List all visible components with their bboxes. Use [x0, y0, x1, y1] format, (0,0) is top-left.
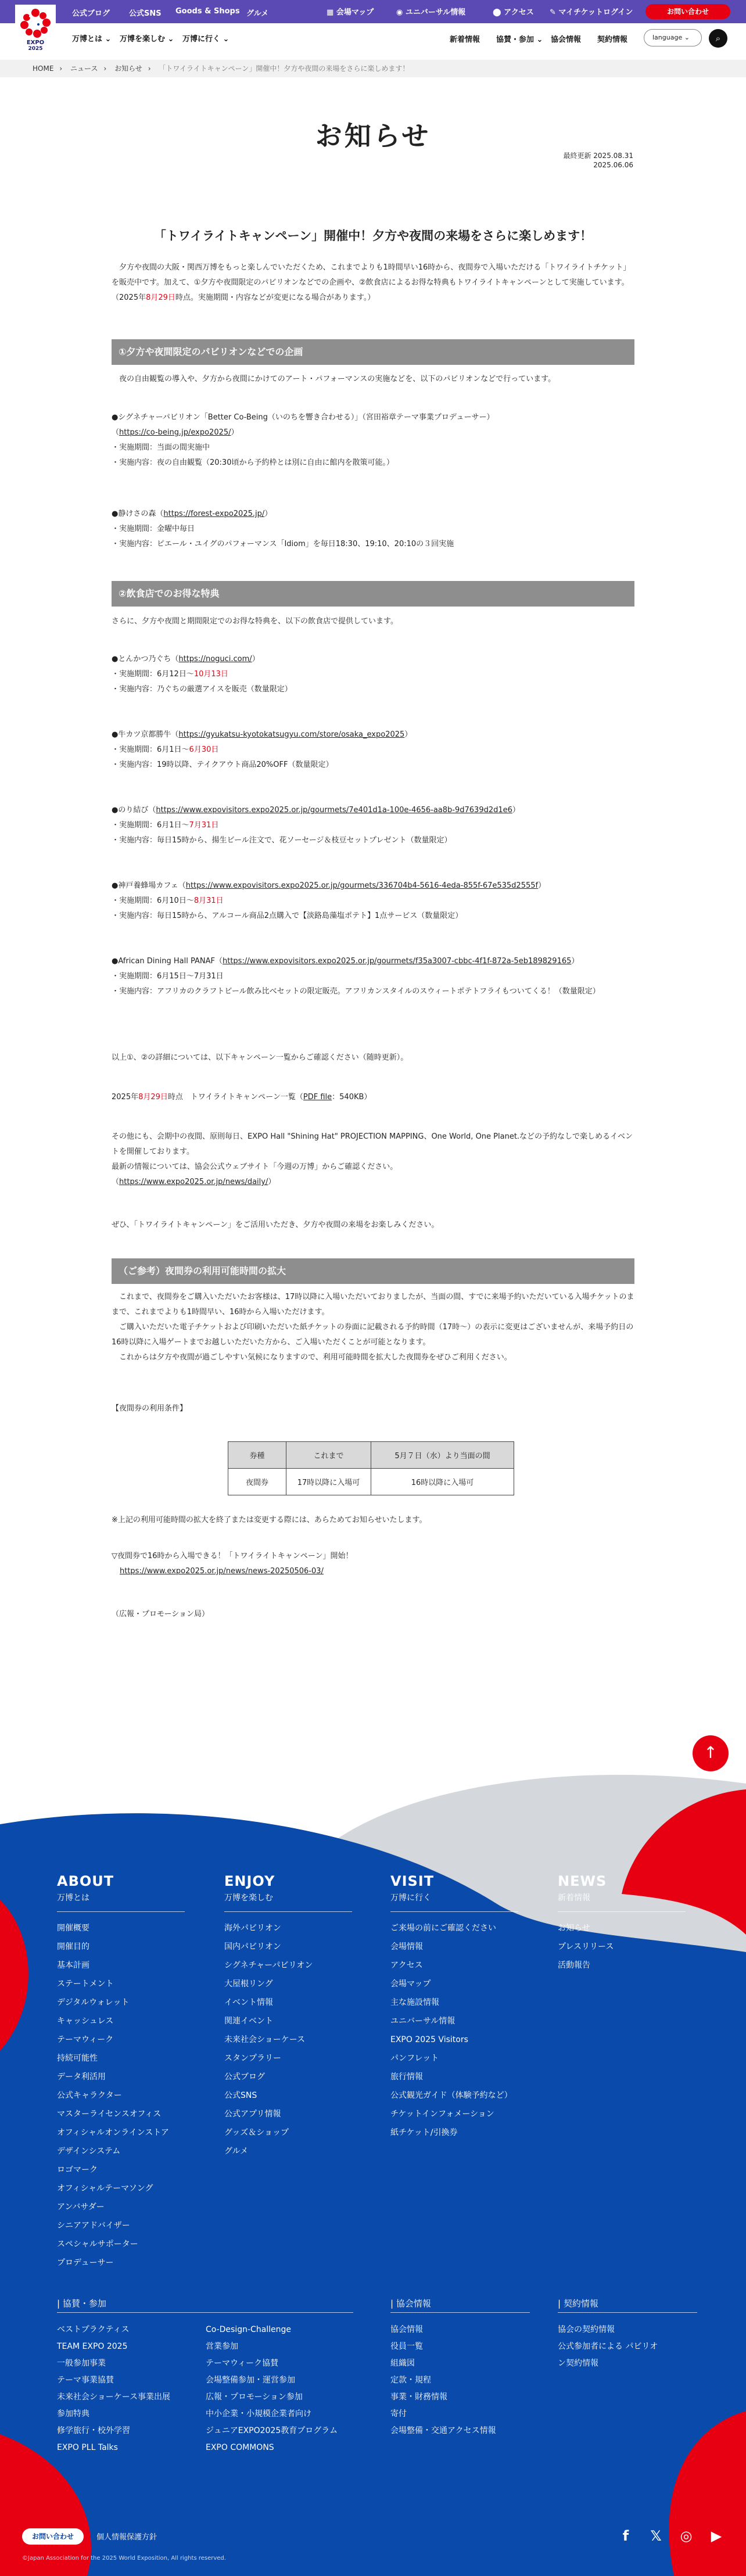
- footer-link[interactable]: EXPO COMMONS: [206, 2443, 274, 2452]
- footer-link[interactable]: ロゴマーク: [57, 2165, 98, 2175]
- breadcrumb-news[interactable]: ニュース: [70, 64, 98, 73]
- shop-name: ●のり結び: [112, 806, 149, 815]
- shop-link[interactable]: https://www.expovisitors.expo2025.or.jp/gourmets/336704b4-5616-4eda-855f-67e535d2555f: [185, 881, 539, 890]
- section2-heading: ②飲食店でのお得な特典: [112, 581, 634, 607]
- footer-link[interactable]: TEAM EXPO 2025: [57, 2342, 128, 2351]
- footer-link[interactable]: 公式ブログ: [224, 2072, 265, 2082]
- shop-link[interactable]: https://noguci.com/: [178, 655, 252, 663]
- footer-link[interactable]: 開催概要: [57, 1924, 89, 1933]
- top-link-myticket[interactable]: ✎ マイチケットログイン: [550, 8, 633, 17]
- shop-name-line: ●神戸養蜂場カフェ（https://www.expovisitors.expo2025.or.jp/gourmets/336704b4-5616-4eda-855f-67e535d2555f）: [112, 881, 546, 890]
- universal-icon: ◉: [396, 8, 406, 17]
- shop-name-line: ●とんかつ乃ぐち（https://noguci.com/）: [112, 655, 260, 663]
- footer-link[interactable]: 定款・規程: [390, 2376, 431, 2385]
- chevron-down-icon: ⌄: [684, 34, 690, 41]
- footer-link[interactable]: 会場マップ: [390, 1979, 431, 1989]
- footer-link[interactable]: 広報・プロモーション参加: [206, 2392, 303, 2402]
- shop-period-a: ・実施期間：6月12日〜: [112, 670, 194, 679]
- notice-title: 「トワイライトキャンペーン」開催中！夕方や夜間の来場をさらに楽しめます！: [153, 229, 593, 243]
- shop-period: [112, 742, 634, 758]
- footer-link[interactable]: シグネチャーパビリオン: [224, 1961, 313, 1970]
- footer-link[interactable]: スペシャルサポーター: [57, 2240, 138, 2249]
- shop-name-line: ●African Dining Hall PANAF（https://www.expovisitors.expo2025.or.jp/gourmets/f35a3007-cbbc-4f1f-872a-5eb189829165）: [112, 957, 579, 966]
- footer-link[interactable]: 紙チケット/引換券: [390, 2128, 458, 2137]
- footer-link[interactable]: 持続可能性: [57, 2054, 98, 2063]
- shop-link[interactable]: https://gyukatsu-kyotokatsugyu.com/store/osaka_expo2025: [178, 730, 405, 739]
- pdf-link[interactable]: PDF file: [303, 1093, 332, 1102]
- pin-icon: ⬤: [493, 8, 504, 17]
- footer-link[interactable]: ご来場の前にご確認ください: [390, 1924, 496, 1933]
- shop-name-line: ●のり結び（https://www.expovisitors.expo2025.or.jp/gourmets/7e401d1a-100e-4656-aa8b-9d7639d2d1e6）: [112, 806, 520, 815]
- footer-link[interactable]: プレスリリース: [558, 1942, 614, 1951]
- footer-link[interactable]: スタンプラリー: [224, 2054, 281, 2063]
- shop-block: [112, 878, 634, 924]
- footer-link[interactable]: 公式観光ガイド（体験予約など）: [390, 2091, 512, 2100]
- footer-link[interactable]: 会場整備参加・運営参加: [206, 2376, 295, 2385]
- footer-link[interactable]: 会場情報: [390, 1942, 423, 1951]
- footer-link[interactable]: 公式SNS: [224, 2091, 257, 2100]
- footer-link[interactable]: お知らせ: [558, 1924, 590, 1933]
- table-header: 券種: [228, 1442, 286, 1469]
- footer-link[interactable]: テーマウィーク: [57, 2035, 114, 2044]
- top-link-blog[interactable]: 公式ブログ: [72, 9, 110, 18]
- footer-sponsor-title: | 協賛・参加: [57, 2298, 106, 2309]
- top-link-universal[interactable]: ◉ ユニバーサル情報: [396, 8, 466, 17]
- footer-contact-button[interactable]: お問い合わせ: [22, 2528, 84, 2545]
- footer-link[interactable]: ステートメント: [57, 1979, 114, 1989]
- nav-news[interactable]: 新着情報: [450, 35, 480, 44]
- pavilion-block-forest: ●静けさの森（https://forest-expo2025.jp/） ・実施期間：金曜中毎日 ・実施内容：ピエール・ユイグのパフォーマンス「Idiom」を毎日18:30、19:10、20:10の３回実施: [112, 510, 454, 548]
- footer-link[interactable]: Co-Design-Challenge: [206, 2325, 292, 2334]
- published-date: 2025.06.06: [593, 161, 633, 169]
- shop-name-line: ●牛カツ京都勝牛（https://gyukatsu-kyotokatsugyu.com/store/osaka_expo2025）: [112, 730, 413, 739]
- table-title: 【夜間券の利用条件】: [112, 1404, 188, 1413]
- section2-after: 以上①、②の詳細については、以下キャンペーン一覧からご確認ください（随時更新）。: [112, 1053, 408, 1062]
- shop-detail: ・実施内容：毎日15時から、アルコール商品2点購入で【淡路島藻塩ポテト】1点サービス（数量限定）: [112, 912, 463, 920]
- footer-link[interactable]: 大屋根リング: [224, 1979, 273, 1989]
- shop-detail: ・実施内容：アフリカのクラフトビール飲み比べセットの限定販売。アフリカンスタイルのスウィートポテトフライもついてくる！（数量限定）: [112, 987, 600, 996]
- breadcrumb-current: 「トワイライトキャンペーン」開催中！夕方や夜間の来場をさらに楽しめます！: [159, 64, 410, 73]
- top-bar: [0, 0, 746, 23]
- shop-name: ●神戸養蜂場カフェ: [112, 881, 178, 890]
- footer-link[interactable]: 未来社会ショーケース事業出展: [57, 2392, 171, 2402]
- x-icon[interactable]: 𝕏: [650, 2528, 662, 2544]
- footer-link[interactable]: アクセス: [390, 1961, 423, 1970]
- chevron-down-icon: ⌄: [167, 35, 174, 44]
- footer-col-about: ABOUT 万博とは 開催概要 開催目的 基本計画 ステートメント デジタルウォレット キャッシュレス テーマウィーク 持続可能性 データ利活用 公式キャラクター マスターライセンスオフィス オフィシャルオンラインストア デザインシステム ロゴマーク オフィシャルテーマソング アンバサダー シニアアドバイザー スペシャルサポーター プロデューサー: [57, 1873, 185, 2272]
- search-icon: ⌕: [715, 33, 721, 44]
- shop-block: [112, 803, 634, 848]
- chevron-down-icon: ⌄: [105, 35, 112, 44]
- footer-link[interactable]: 参加特典: [57, 2409, 89, 2419]
- shop-detail: ・実施内容：19時以降、テイクアウト商品20%OFF（数量限定）: [112, 760, 333, 769]
- instagram-icon[interactable]: ◎: [680, 2528, 693, 2544]
- footer-link[interactable]: 寄付: [390, 2409, 407, 2419]
- breadcrumb-notice[interactable]: お知らせ: [114, 64, 142, 73]
- shop-detail: ・実施内容：乃ぐちの厳選アイスを販売（数量限定）: [112, 685, 292, 694]
- breadcrumb: HOME › ニュース › お知らせ › 「トワイライトキャンペーン」開催中！夕方や夜間の来場をさらに楽しめます！: [0, 60, 746, 77]
- footer-link[interactable]: 営業参加: [206, 2342, 238, 2351]
- breadcrumb-home[interactable]: HOME: [33, 64, 54, 73]
- top-link-access[interactable]: ⬤ アクセス: [493, 8, 534, 17]
- footer-link[interactable]: テーマ事業協賛: [57, 2376, 114, 2385]
- nav-sponsor[interactable]: 協賛・参加 ⌄: [496, 35, 543, 44]
- shop-block: [112, 652, 634, 697]
- footer-link[interactable]: チケットインフォメーション: [390, 2109, 494, 2119]
- link-daily[interactable]: https://www.expo2025.or.jp/news/daily/: [119, 1178, 268, 1186]
- table-header: 5月７日（水）より当面の間: [371, 1442, 514, 1469]
- footer-col-visit: VISIT 万博に行く ご来場の前にご確認ください 会場情報 アクセス 会場マップ 主な施設情報 ユニバーサル情報 EXPO 2025 Visitors パンフレット 旅行情報 公式観光ガイド（体験予約など） チケットインフォメーション 紙チケット/引換券: [390, 1873, 518, 2142]
- footer-link[interactable]: グッズ＆ショップ: [224, 2128, 289, 2137]
- footer-link[interactable]: 開催目的: [57, 1942, 89, 1951]
- shop-period-a: ・実施期間：6月1日〜: [112, 821, 189, 830]
- shop-period-b: 8月31日: [193, 896, 224, 905]
- footer-link[interactable]: 海外パビリオン: [224, 1924, 281, 1933]
- nav-association[interactable]: 協会情報: [551, 35, 582, 44]
- shop-period-b: 7月31日: [189, 821, 219, 830]
- footer-link[interactable]: ベストプラクティス: [57, 2325, 130, 2334]
- shop-period-a: ・実施期間：6月15日〜7月31日: [112, 972, 224, 981]
- footer-col-news: NEWS 新着情報 お知らせ プレスリリース 活動報告: [558, 1873, 686, 1975]
- inquiry-button[interactable]: お問い合わせ: [645, 4, 730, 19]
- footer-link[interactable]: 事業・財務情報: [390, 2392, 447, 2402]
- back-to-top-button[interactable]: [693, 1735, 729, 1771]
- footer-contract: [558, 2297, 697, 2368]
- footer-col-enjoy: ENJOY 万博を楽しむ 海外パビリオン 国内パビリオン シグネチャーパビリオン 大屋根リング イベント情報 関連イベント 未来社会ショーケース スタンプラリー 公式ブログ 公式SNS 公式アプリ情報 グッズ＆ショップ グルメ: [224, 1873, 352, 2161]
- footer-link[interactable]: 公式アプリ情報: [224, 2109, 281, 2119]
- footer-link[interactable]: 公式参加者による パビリオン契約情報: [558, 2342, 658, 2368]
- shop-detail: ・実施内容：毎日15時から、揚生ビール注文で、花ソーセージ＆枝豆セットプレゼント（数量限定）: [112, 836, 452, 845]
- shop-period-b: 6月30日: [189, 745, 219, 754]
- footer-link[interactable]: デジタルウォレット: [57, 1998, 130, 2007]
- footer-link[interactable]: プロデューサー: [57, 2258, 114, 2268]
- shop-period: [112, 969, 634, 984]
- footer-sponsor: [57, 2297, 353, 2452]
- footer-link[interactable]: アンバサダー: [57, 2202, 105, 2212]
- footer-link[interactable]: パンフレット: [390, 2054, 439, 2063]
- intro-paragraph: 夕方や夜間の大阪・関西万博をもっと楽しんでいただくため、これまでよりも1時間早い16時から、夜間券で入場いただける「トワイライトチケット」を販売中です。加えて、①夕方や夜間限定のパビリオンなどでの企画や、②飲食店によるお得な特典もトワイライトキャンペーンとして実施しています。（2025年8月29日時点。実施期間・内容などが変更になる場合があります。）: [112, 263, 631, 302]
- footer-link[interactable]: ジュニアEXPO2025教育プログラム: [206, 2426, 338, 2435]
- footer-link[interactable]: 未来社会ショーケース: [224, 2035, 306, 2044]
- footer-link[interactable]: 修学旅行・校外学習: [57, 2426, 130, 2435]
- expo-logo[interactable]: [15, 5, 56, 52]
- footer-link[interactable]: 一般参加事業: [57, 2359, 106, 2368]
- shop-name: ●牛カツ京都勝牛: [112, 730, 171, 739]
- language-select[interactable]: language ⌄: [644, 29, 702, 46]
- other-events: その他にも、会期中の夜間、原則毎日、EXPO Hall "Shining Hat" PROJECTION MAPPING、One World, One Planet.などの予約なしで楽しめるイベントを開催しております。 最新の情報については、協会公式ウェブサイト「今週の万博」からご確認ください。 （https://www.expo2025.or.jp/news/daily/）: [112, 1132, 633, 1186]
- shop-period: [112, 894, 634, 909]
- section2-lead: さらに、夕方や夜間と期間限定でのお得な特典を、以下の飲食店で提供しています。: [112, 617, 398, 626]
- campaign-list-line: 2025年8月29日時点 トワイライトキャンペーン一覧（PDF file：540KB）: [112, 1093, 372, 1102]
- footer-link[interactable]: 主な施設情報: [390, 1998, 439, 2007]
- map-icon: ▦: [327, 8, 336, 17]
- footer-link[interactable]: 協会の契約情報: [558, 2325, 615, 2334]
- night-ticket-table: [228, 1441, 514, 1495]
- department-note: （広報・プロモーション局）: [112, 1610, 209, 1619]
- link-reference[interactable]: https://www.expo2025.or.jp/news/news-20250506-03/: [120, 1567, 324, 1576]
- svg-text:2025: 2025: [28, 46, 43, 52]
- page-title: お知らせ: [315, 120, 431, 152]
- footer-link[interactable]: 国内パビリオン: [224, 1942, 281, 1951]
- shop-link[interactable]: https://www.expovisitors.expo2025.or.jp/gourmets/7e401d1a-100e-4656-aa8b-9d7639d2d1e6: [156, 806, 512, 815]
- nav-enjoy[interactable]: 万博を楽しむ ⌄: [120, 35, 174, 44]
- footer-link[interactable]: EXPO 2025 Visitors: [390, 2035, 468, 2044]
- footer-link[interactable]: EXPO PLL Talks: [57, 2443, 118, 2452]
- section3-body: これまで、夜間券をご購入いただいたお客様は、17時以降に入場いただいておりましたが、当面の間、すでに来場予約いただいている入場チケットのままで、これまでよりも1時間早い、16時から入場いただけます。 ご購入いただいた電子チケットおよび印刷いただいた紙チケットの券面に記載される予約時間（17時〜）の表示に変更はございませんが、来場予約日の16時以降に入場ゲートまでお越しいただいた方から、ご入場いただくことが可能となります。 これからは夕方や夜間が過ごしやすい気候になりますので、利用可能時間を拡大した夜間券をぜひご利用ください。: [112, 1293, 634, 1362]
- privacy-link[interactable]: 個人情報保護方針: [96, 2533, 157, 2542]
- section3-heading: （ご参考）夜間券の利用可能時間の拡大: [112, 1258, 634, 1284]
- svg-text:EXPO: EXPO: [26, 40, 45, 46]
- nav-about[interactable]: 万博とは ⌄: [72, 35, 112, 44]
- pavilion-block-cobeing: ●シグネチャーパビリオン「Better Co-Being（いのちを響き合わせる）」（宮田裕章テーマ事業プロデューサー） （https://co-being.jp/expo2025/） ・実施期間：当面の間実施中 ・実施内容：夜の自由観覧（20:30頃から予約枠とは別に自由に館内を散策可能。）: [112, 413, 494, 467]
- shop-period: [112, 667, 634, 682]
- top-link-sns[interactable]: 公式SNS: [129, 9, 162, 18]
- ticket-icon: ✎: [550, 8, 559, 17]
- top-link-gourmet[interactable]: グルメ: [246, 9, 269, 18]
- site-header: [0, 0, 746, 55]
- footer-link[interactable]: 公式キャラクター: [57, 2091, 122, 2100]
- footer-link[interactable]: イベント情報: [224, 1998, 273, 2007]
- link-cobeing[interactable]: https://co-being.jp/expo2025/: [119, 428, 231, 437]
- top-link-goods[interactable]: Goods & Shops: [175, 7, 240, 16]
- facebook-icon[interactable]: f: [622, 2528, 629, 2544]
- footer-link[interactable]: 旅行情報: [390, 2072, 423, 2082]
- shop-period: [112, 818, 634, 833]
- footer-link[interactable]: ユニバーサル情報: [390, 2017, 456, 2026]
- footer-link[interactable]: 基本計画: [57, 1961, 89, 1970]
- footer-link[interactable]: 活動報告: [558, 1961, 590, 1970]
- footer-link[interactable]: データ利活用: [57, 2072, 106, 2082]
- section1-heading: ①夕方や夜間限定のパビリオンなどでの企画: [112, 339, 634, 365]
- footer-link[interactable]: 役員一覧: [390, 2342, 423, 2351]
- section1-lead: 夜の自由観覧の導入や、夕方から夜間にかけてのアート・パフォーマンスの実施などを、以下のパビリオンなどで行っています。: [119, 375, 556, 383]
- nav-contract[interactable]: 契約情報: [597, 35, 628, 44]
- nav-visit[interactable]: 万博に行く ⌄: [182, 35, 229, 44]
- shop-period-b: 10月13日: [193, 670, 228, 679]
- shop-period-a: ・実施期間：6月1日〜: [112, 745, 189, 754]
- updated-date: 最終更新 2025.08.31: [563, 152, 633, 160]
- shop-name: ●とんかつ乃ぐち: [112, 655, 171, 663]
- footer-contract-title: | 契約情報: [558, 2298, 598, 2309]
- arrow-up-icon: ↑: [704, 1743, 718, 1762]
- footer-link[interactable]: 協会情報: [390, 2325, 423, 2334]
- table-row: 夜間券 17時以降に入場可 16時以降に入場可: [228, 1469, 514, 1495]
- footer-link[interactable]: グルメ: [224, 2147, 249, 2156]
- table-header: これまで: [286, 1442, 371, 1469]
- link-forest[interactable]: https://forest-expo2025.jp/: [163, 510, 265, 518]
- footer-link[interactable]: 会場整備・交通アクセス情報: [390, 2426, 496, 2435]
- footer-link[interactable]: マスターライセンスオフィス: [57, 2109, 162, 2119]
- reference-block: ▽夜間券で16時から入場できる！「トワイライトキャンペーン」開始！ https://www.expo2025.or.jp/news/news-20250506-03/: [112, 1552, 353, 1576]
- shop-period-a: ・実施期間：6月10日〜: [112, 896, 194, 905]
- footer-link[interactable]: 関連イベント: [224, 2017, 273, 2026]
- search-button[interactable]: [709, 29, 727, 48]
- dates: [407, 151, 633, 170]
- table-note: ※上記の利用可能時間の拡大を終了または変更する際には、あらためてお知らせいたします。: [112, 1516, 427, 1524]
- footer-association-title: | 協会情報: [390, 2298, 431, 2309]
- shop-block: [112, 954, 634, 999]
- footer-link[interactable]: デザインシステム: [57, 2147, 121, 2156]
- footer-link[interactable]: オフィシャルテーマソング: [57, 2184, 153, 2193]
- closing-text: ぜひ、「トワイライトキャンペーン」をご活用いただき、夕方や夜間の来場をお楽しみください。: [112, 1221, 439, 1229]
- footer-association: [390, 2297, 530, 2435]
- shop-block: [112, 727, 634, 773]
- footer-link[interactable]: オフィシャルオンラインストア: [57, 2128, 169, 2137]
- footer-link[interactable]: シニアアドバイザー: [57, 2221, 130, 2230]
- youtube-icon[interactable]: ▶: [711, 2528, 722, 2544]
- shop-name: ●African Dining Hall PANAF: [112, 957, 215, 966]
- copyright: ©Japan Association for the 2025 World Exposition, All rights reserved.: [22, 2555, 226, 2561]
- footer-link[interactable]: キャッシュレス: [57, 2017, 114, 2026]
- footer-link[interactable]: テーマウィーク協賛: [206, 2359, 279, 2368]
- footer-link[interactable]: 中小企業・小規模企業者向け: [206, 2409, 311, 2419]
- footer-link[interactable]: 組織図: [390, 2359, 415, 2368]
- shop-link[interactable]: https://www.expovisitors.expo2025.or.jp/gourmets/f35a3007-cbbc-4f1f-872a-5eb189829165: [223, 957, 572, 966]
- chevron-down-icon: ⌄: [223, 35, 229, 44]
- top-link-map[interactable]: ▦ 会場マップ: [327, 8, 374, 17]
